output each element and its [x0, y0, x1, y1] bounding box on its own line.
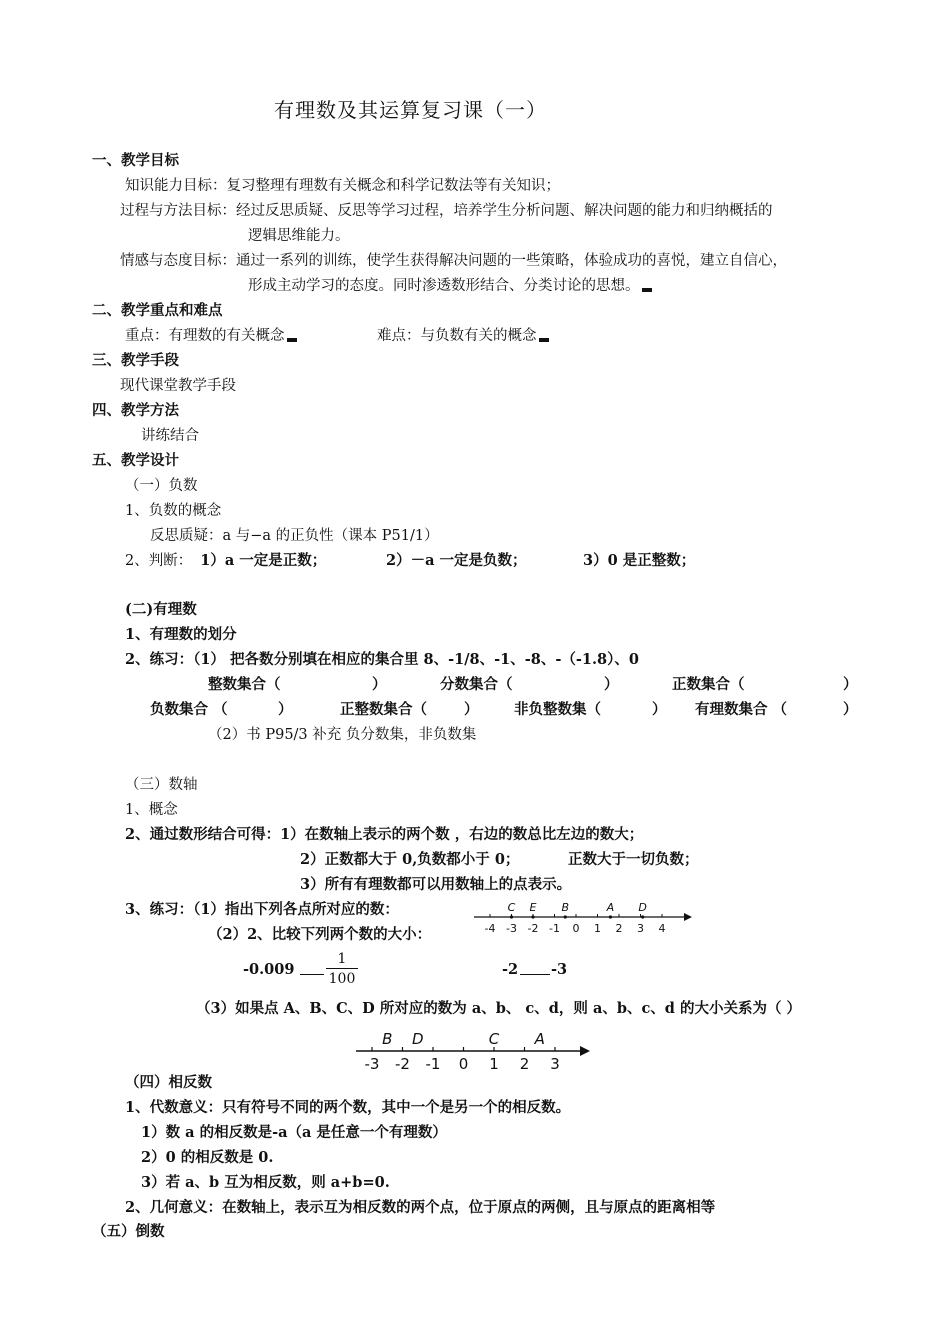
point-label: D: [411, 1030, 424, 1048]
tick-label: 3: [637, 922, 644, 935]
judge-label: [125, 551, 326, 571]
fraction-denominator: 100: [328, 971, 356, 987]
set-positive-integer: 正整数集合（: [340, 701, 427, 718]
subsection-rational-numbers: (二)有理数: [125, 601, 197, 618]
objective-process: 过程与方法目标：经过反思质疑、反思等学习过程，培养学生分析问题、解决问题的能力和归纳概括的: [120, 203, 773, 219]
point-label: C: [507, 901, 516, 914]
point-mark: [641, 915, 644, 918]
subsection-number-line: （三）数轴: [125, 777, 198, 793]
rational-classification: 1、有理数的划分: [125, 626, 237, 643]
tick-label: -3: [364, 1055, 380, 1073]
judge-2: 2）－a 一定是负数；: [386, 552, 527, 569]
compare-1-blank: [300, 974, 324, 975]
difficult-point: [377, 326, 549, 346]
set-negative: 负数集合 （: [150, 701, 228, 718]
judge-1: 1）a 一定是正数；: [200, 552, 327, 569]
rational-exercise: 2、练习：（1） 把各数分别填在相应的集合里 8、-1/8、-1、-8、-（-1.8）、0: [125, 651, 639, 668]
tick-label: -1: [549, 922, 560, 935]
judge-prefix: 2、判断：: [125, 553, 193, 569]
teaching-means: 现代课堂教学手段: [120, 378, 236, 394]
tick-label: 1: [489, 1055, 499, 1073]
objective-knowledge: 知识能力目标：复习整理有理数有关概念和科学记数法等有关知识；: [125, 178, 560, 194]
point-label: E: [529, 901, 537, 914]
paragraph-mark-icon: [287, 338, 297, 342]
difficult-point-text: 难点：与负数有关的概念: [377, 328, 537, 344]
set-positive: 正数集合（: [672, 676, 745, 693]
opposite-rule-2: 2）0 的相反数是 0.: [141, 1149, 274, 1166]
opposite-rule-3: 3）若 a、b 互为相反数，则 a+b=0.: [141, 1174, 390, 1191]
number-line-fact-2b: 正数大于一切负数；: [568, 851, 699, 868]
fraction-one-hundredth: [326, 950, 358, 989]
number-line-exercise-2: （2）2、比较下列两个数的大小：: [208, 926, 432, 943]
tick-label: 2: [615, 922, 623, 935]
set-rational-close: ）: [843, 701, 858, 718]
compare-1-left: -0.009: [243, 961, 295, 978]
number-line-fact-2: 2）正数都大于 0,负数都小于 0；: [300, 851, 520, 868]
point-mark: [609, 915, 612, 918]
subsection-negative-numbers: （一）负数: [125, 478, 198, 494]
number-line-2: [350, 1022, 600, 1074]
point-mark: [531, 915, 534, 918]
subsection-reciprocals: （五）倒数: [92, 1223, 165, 1240]
tick-label: -1: [425, 1055, 441, 1073]
compare-2-left: -2: [502, 961, 519, 978]
number-line-exercise-3: （3）如果点 A、B、C、D 所对应的数为 a、b、 c、d，则 a、b、c、d 的大小关系为（ ）: [196, 1000, 802, 1017]
tick-label: -4: [484, 922, 496, 935]
tick-label: -3: [506, 922, 517, 935]
rational-exercise-2: （2）书 P95/3 补充 负分数集，非负数集: [208, 727, 477, 743]
objective-emotion-cont: [248, 276, 652, 296]
point-label: B: [382, 1030, 393, 1048]
compare-2-right: -3: [551, 961, 568, 978]
opposite-rule-1: 1）数 a 的相反数是-a（a 是任意一个有理数）: [141, 1124, 447, 1141]
number-line-fact-3: 3）所有有理数都可以用数轴上的点表示。: [300, 876, 572, 893]
opposite-algebraic: 1、代数意义：只有符号不同的两个数，其中一个是另一个的相反数。: [125, 1099, 571, 1116]
set-integer-close: ）: [372, 676, 387, 693]
number-line-concept: 1、概念: [125, 802, 178, 818]
section-heading-means: 三、教学手段: [92, 352, 179, 369]
section-heading-objectives: 一、教学目标: [92, 152, 179, 169]
subsection-opposite-numbers: （四）相反数: [125, 1074, 212, 1091]
fraction-numerator: 1: [326, 950, 358, 969]
section-heading-keypoints: 二、教学重点和难点: [92, 302, 223, 319]
number-line-1: [470, 898, 700, 938]
point-label: D: [638, 901, 647, 914]
tick-label: -2: [395, 1055, 410, 1073]
set-positive-close: ）: [843, 676, 858, 693]
tick-label: 2: [519, 1055, 530, 1073]
section-heading-design: 五、教学设计: [92, 452, 179, 469]
key-point-text: 重点：有理数的有关概念: [125, 328, 285, 344]
negative-reflection: 反思质疑：a 与−a 的正负性（课本 P51/1）: [150, 528, 439, 544]
section-heading-methods: 四、教学方法: [92, 402, 179, 419]
point-label: C: [488, 1030, 500, 1048]
objective-process-cont: 逻辑思维能力。: [248, 228, 350, 244]
set-positive-integer-close: ）: [464, 701, 479, 718]
set-nonnegative-integer: 非负整数集（: [514, 701, 601, 718]
paragraph-mark-icon: [539, 338, 549, 342]
point-mark: [510, 915, 513, 918]
point-label: B: [561, 901, 570, 914]
set-rational: 有理数集合 （: [695, 701, 788, 718]
set-integer: 整数集合（: [208, 676, 281, 693]
point-label: A: [606, 901, 615, 914]
set-fraction: 分数集合（: [440, 676, 513, 693]
number-line-exercise-1: 3、练习：（1）指出下列各点所对应的数：: [125, 901, 399, 918]
axis-arrow-icon: [684, 913, 692, 921]
objective-emotion-cont-text: 形成主动学习的态度。同时渗透数形结合、分类讨论的思想。: [248, 278, 640, 294]
tick-label: 0: [458, 1055, 469, 1073]
tick-label: -2: [527, 922, 539, 935]
number-line-fact-1: 2、通过数形结合可得：1）在数轴上表示的两个数 ，右边的数总比左边的数大；: [125, 826, 644, 843]
tick-label: 1: [594, 922, 601, 935]
tick-label: 3: [550, 1055, 560, 1073]
opposite-geometric: 2、几何意义：在数轴上，表示互为相反数的两个点，位于原点的两侧，且与原点的距离相等: [125, 1199, 716, 1216]
compare-2-blank: [520, 974, 550, 975]
set-fraction-close: ）: [604, 676, 619, 693]
key-point: [125, 326, 297, 346]
axis-arrow-icon: [580, 1046, 590, 1056]
judge-3: 3）0 是正整数；: [583, 552, 696, 569]
paragraph-mark-icon: [642, 288, 652, 292]
objective-emotion: 情感与态度目标：通过一系列的训练，使学生获得解决问题的一些策略，体验成功的喜悦，建立自信心，: [120, 253, 787, 269]
tick-label: 0: [572, 922, 580, 935]
point-mark: [564, 915, 567, 918]
point-label: A: [534, 1030, 545, 1048]
tick-label: 4: [658, 922, 666, 935]
set-negative-close: ）: [278, 701, 293, 718]
teaching-method: 讲练结合: [141, 428, 199, 444]
set-nonnegative-integer-close: ）: [652, 701, 667, 718]
page-title: 有理数及其运算复习课（一）: [274, 98, 547, 122]
negative-concept: 1、负数的概念: [125, 503, 222, 519]
